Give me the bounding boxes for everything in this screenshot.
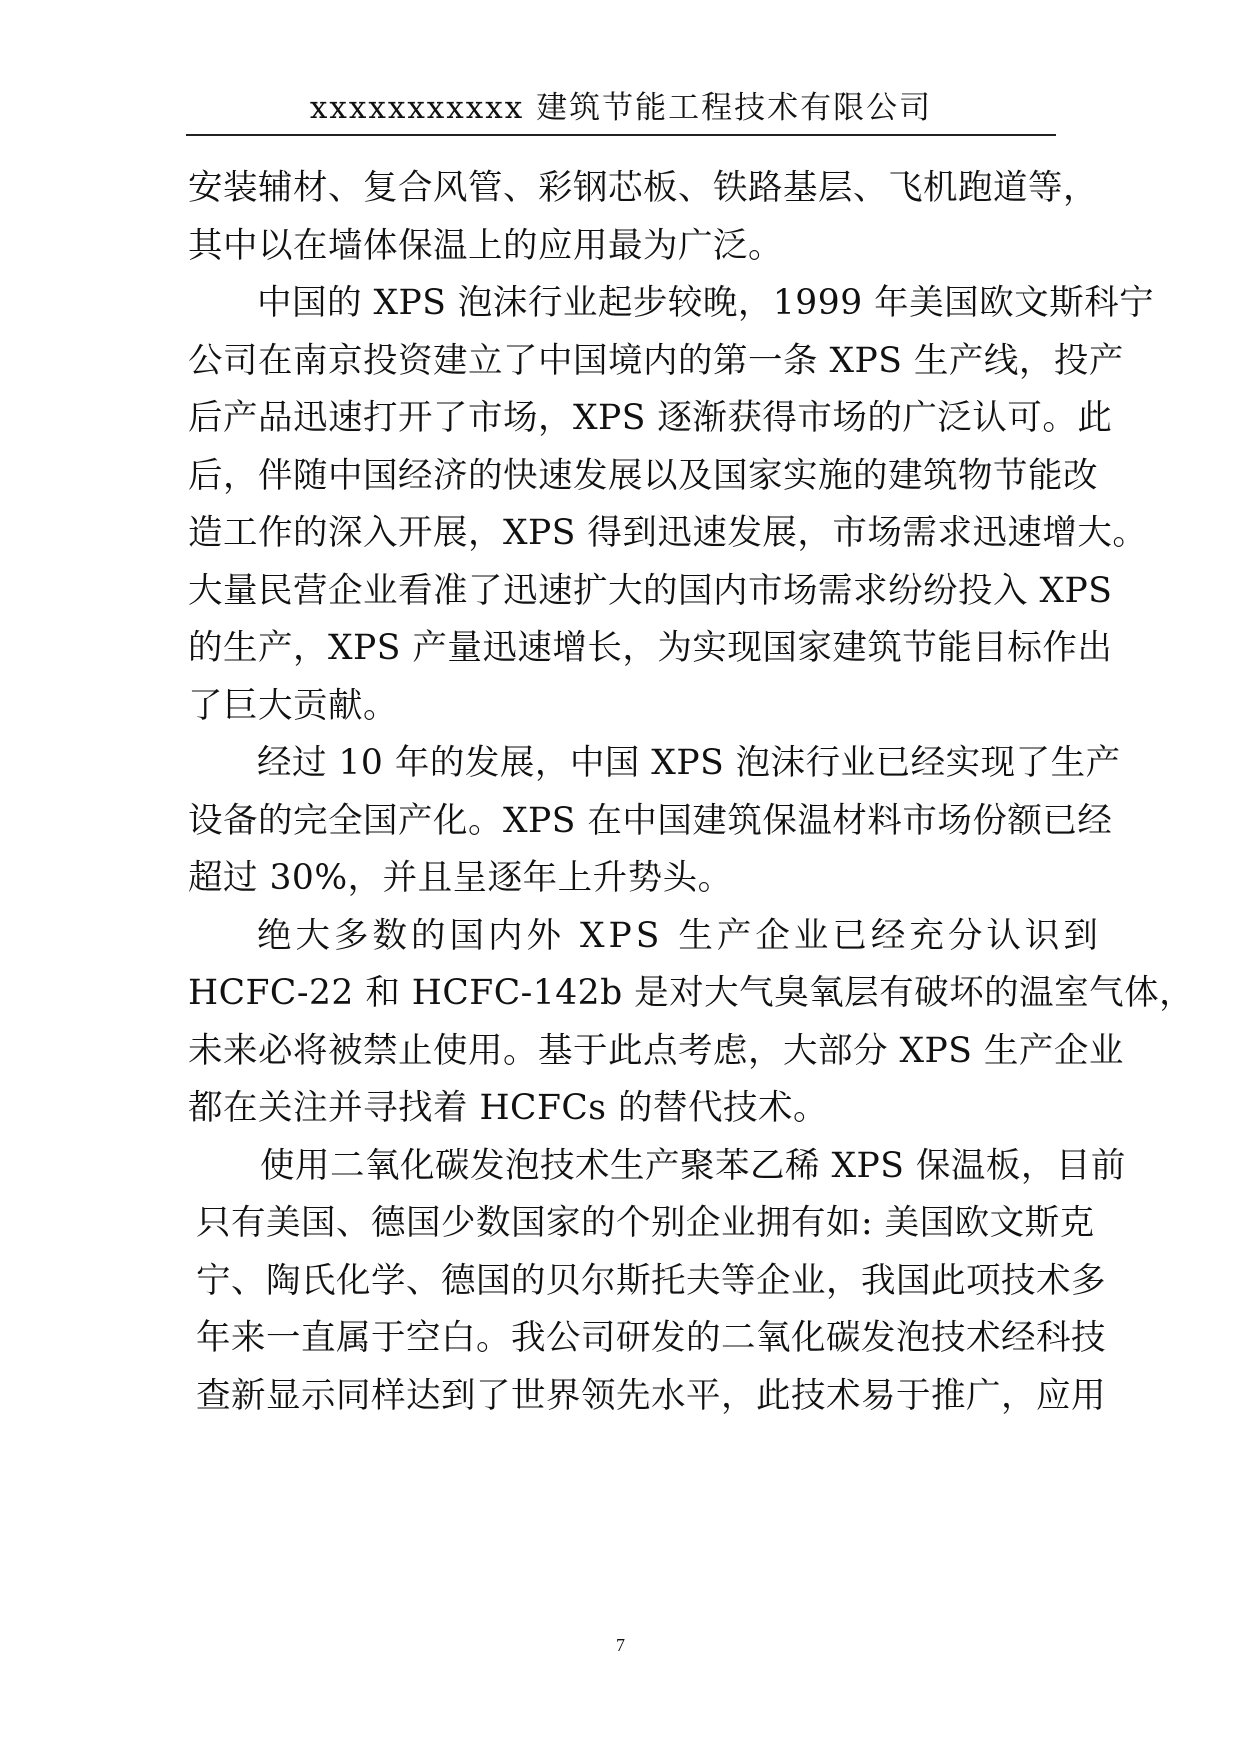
document-body xyxy=(188,160,1195,1425)
page-number: 7 xyxy=(616,1635,625,1655)
text-line: 宁、陶氏化学、德国的贝尔斯托夫等企业，我国此项技术多 xyxy=(196,1260,1106,1301)
text-line: 公司在南京投资建立了中国境内的第一条 XPS 生产线，投产 xyxy=(188,340,1124,381)
text-line: 后产品迅速打开了市场，XPS 逐渐获得市场的广泛认可。此 xyxy=(188,398,1113,438)
text-line: 的生产，XPS 产量迅速增长，为实现国家建筑节能目标作出 xyxy=(188,628,1113,668)
text-line: 其中以在墙体保温上的应用最为广泛。 xyxy=(188,225,783,266)
text-line: 使用二氧化碳发泡技术生产聚苯乙稀 XPS 保温板，目前 xyxy=(260,1145,1126,1186)
text-line: 都在关注并寻找着 HCFCs 的替代技术。 xyxy=(188,1088,828,1128)
text-line: 年来一直属于空白。我公司研发的二氧化碳发泡技术经科技 xyxy=(196,1318,1106,1358)
text-line: 了巨大贡献。 xyxy=(188,685,398,726)
text-line: 只有美国、德国少数国家的个别企业拥有如: 美国欧文斯克 xyxy=(196,1203,1095,1243)
text-line: 绝大多数的国内外 XPS 生产企业已经充分认识到 xyxy=(257,915,1102,956)
text-line: 查新显示同样达到了世界领先水平，此技术易于推广，应用 xyxy=(196,1375,1106,1416)
text-line: 中国的 XPS 泡沫行业起步较晚，1999 年美国欧文斯科宁 xyxy=(257,283,1155,323)
page-header: xxxxxxxxxxx 建筑节能工程技术有限公司 xyxy=(309,90,933,126)
header-rule xyxy=(186,134,1056,136)
text-line: 超过 30%，并且呈逐年上升势头。 xyxy=(188,858,733,898)
text-line: HCFC-22 和 HCFC-142b 是对大气臭氧层有破坏的温室气体， xyxy=(188,973,1195,1013)
text-line: 后，伴随中国经济的快速发展以及国家实施的建筑物节能改 xyxy=(188,455,1098,496)
text-line: 未来必将被禁止使用。基于此点考虑，大部分 XPS 生产企业 xyxy=(188,1030,1124,1071)
text-line: 设备的完全国产化。XPS 在中国建筑保温材料市场份额已经 xyxy=(188,800,1113,841)
text-line: 安装辅材、复合风管、彩钢芯板、铁路基层、飞机跑道等， xyxy=(188,168,1098,208)
text-line: 造工作的深入开展，XPS 得到迅速发展，市场需求迅速增大。 xyxy=(188,513,1148,553)
text-line: 大量民营企业看准了迅速扩大的国内市场需求纷纷投入 XPS xyxy=(188,570,1113,611)
text-line: 经过 10 年的发展，中国 XPS 泡沫行业已经实现了生产 xyxy=(257,743,1121,783)
